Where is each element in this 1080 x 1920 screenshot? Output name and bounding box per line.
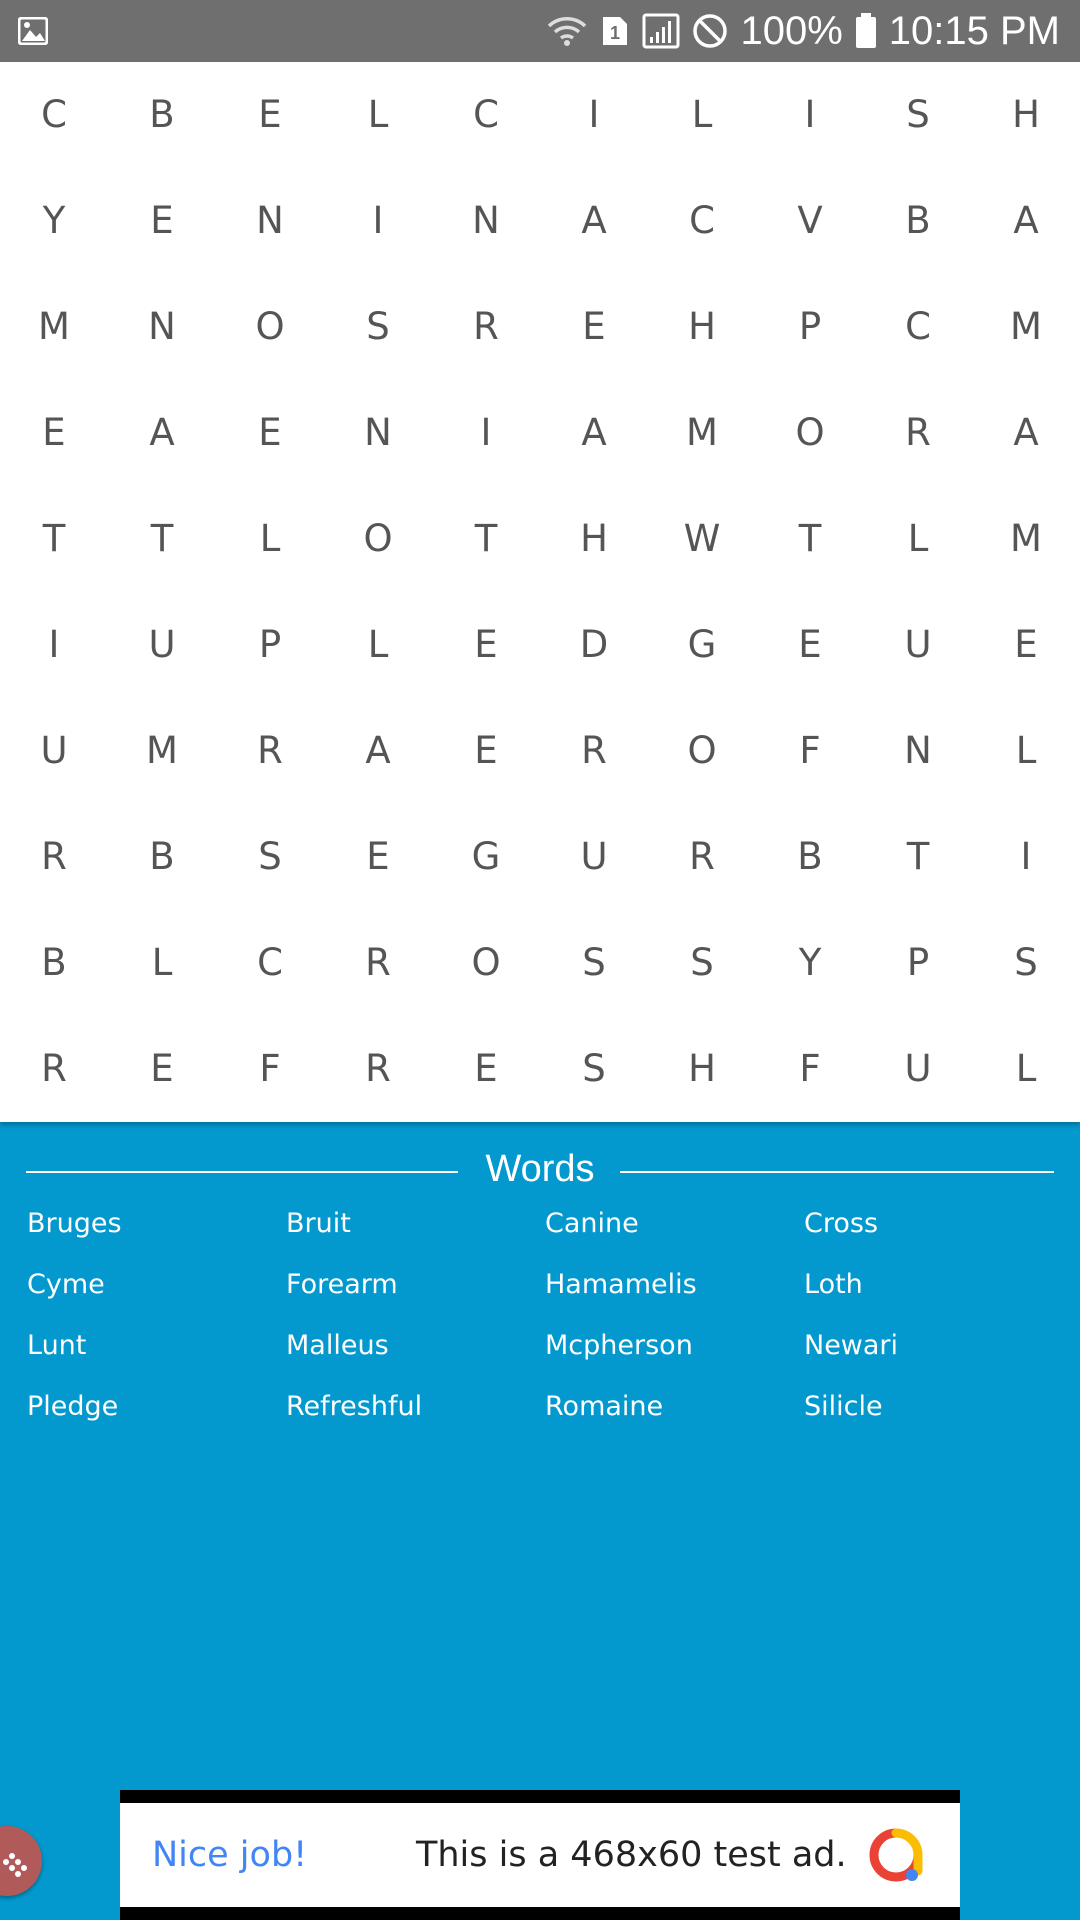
grid-letter[interactable]: E <box>474 623 498 666</box>
grid-letter[interactable]: E <box>150 1047 174 1090</box>
word-list-item: Mcpherson <box>545 1330 693 1361</box>
grid-letter[interactable]: E <box>366 835 390 878</box>
grid-letter[interactable]: I <box>48 623 60 666</box>
grid-letter[interactable]: O <box>687 729 717 772</box>
grid-letter[interactable]: M <box>38 305 70 348</box>
ad-banner[interactable] <box>120 1790 960 1920</box>
word-list-item: Hamamelis <box>545 1269 697 1300</box>
do-not-disturb-icon <box>692 13 728 49</box>
grid-letter[interactable]: E <box>582 305 606 348</box>
grid-row <box>0 592 1080 698</box>
grid-letter[interactable]: T <box>150 517 174 560</box>
ad-content[interactable] <box>120 1803 960 1907</box>
grid-letter[interactable]: A <box>1013 411 1039 454</box>
grid-letter[interactable]: E <box>474 729 498 772</box>
grid-letter[interactable]: N <box>472 199 500 242</box>
clock: 10:15 PM <box>888 8 1060 53</box>
grid-letter[interactable]: I <box>480 411 492 454</box>
grid-letter[interactable]: E <box>474 1047 498 1090</box>
signal-icon <box>642 13 680 49</box>
grid-letter[interactable]: I <box>372 199 384 242</box>
words-panel <box>0 1122 1080 1790</box>
grid-row <box>0 698 1080 804</box>
grid-letter[interactable]: M <box>686 411 718 454</box>
grid-letter[interactable]: R <box>41 835 67 878</box>
image-icon <box>18 17 48 45</box>
floating-menu-button[interactable] <box>0 1826 42 1896</box>
grid-letter[interactable]: B <box>41 941 67 984</box>
grid-letter[interactable]: S <box>906 93 930 136</box>
grid-letter[interactable]: G <box>471 835 501 878</box>
grid-letter[interactable]: C <box>41 93 67 136</box>
word-list-item: Silicle <box>804 1391 883 1422</box>
grid-letter[interactable]: H <box>1012 93 1040 136</box>
grid-letter[interactable]: S <box>258 835 282 878</box>
grid-letter[interactable]: L <box>1015 729 1037 772</box>
sim-slot-label: 1 <box>610 23 621 43</box>
grid-letter[interactable]: N <box>148 305 176 348</box>
word-list-item: Malleus <box>286 1330 389 1361</box>
word-list-item: Bruit <box>286 1208 351 1239</box>
grid-letter[interactable]: S <box>582 941 606 984</box>
grid-letter[interactable]: A <box>149 411 175 454</box>
grid-letter[interactable]: S <box>690 941 714 984</box>
grid-letter[interactable]: P <box>258 623 282 666</box>
word-list-item: Lunt <box>27 1330 87 1361</box>
grid-letter[interactable]: Y <box>42 199 66 242</box>
battery-icon <box>855 13 877 49</box>
word-list-item: Forearm <box>286 1269 398 1300</box>
word-list-item: Cross <box>804 1208 879 1239</box>
grid-letter[interactable]: A <box>581 199 607 242</box>
grid-letter[interactable]: N <box>256 199 284 242</box>
grid-letter[interactable]: U <box>904 623 932 666</box>
word-list-item: Bruges <box>27 1208 122 1239</box>
grid-letter[interactable]: L <box>1015 1047 1037 1090</box>
grid-letter[interactable]: U <box>904 1047 932 1090</box>
grid-row <box>0 274 1080 380</box>
grid-letter[interactable]: N <box>364 411 392 454</box>
words-header <box>26 1144 1054 1194</box>
grid-letter[interactable]: H <box>580 517 608 560</box>
word-list-item: Pledge <box>27 1391 119 1422</box>
grid-letter[interactable]: U <box>148 623 176 666</box>
grid-letter[interactable]: P <box>906 941 930 984</box>
grid-letter[interactable]: E <box>258 93 282 136</box>
grid-letter[interactable]: L <box>691 93 713 136</box>
grid-letter[interactable]: M <box>146 729 178 772</box>
word-list-item: Canine <box>545 1208 639 1239</box>
dots-icon <box>0 1826 42 1896</box>
grid-letter[interactable]: L <box>151 941 173 984</box>
grid-letter[interactable]: E <box>258 411 282 454</box>
word-list-item: Refreshful <box>286 1391 423 1422</box>
grid-letter[interactable]: F <box>799 1047 821 1090</box>
ad-text[interactable]: This is a 468x60 test ad. <box>416 1835 847 1875</box>
grid-letter[interactable]: G <box>687 623 717 666</box>
grid-letter[interactable]: A <box>365 729 391 772</box>
grid-letter[interactable]: D <box>579 623 609 666</box>
grid-letter[interactable]: O <box>363 517 393 560</box>
grid-letter[interactable]: R <box>365 941 391 984</box>
grid-letter[interactable]: B <box>149 835 175 878</box>
grid-letter[interactable]: R <box>365 1047 391 1090</box>
grid-letter[interactable]: A <box>1013 199 1039 242</box>
grid-letter[interactable]: O <box>255 305 285 348</box>
grid-row <box>0 1016 1080 1122</box>
grid-letter[interactable]: M <box>1010 305 1042 348</box>
status-bar <box>0 0 1080 62</box>
grid-letter[interactable]: S <box>366 305 390 348</box>
grid-letter[interactable]: E <box>1014 623 1038 666</box>
grid-letter[interactable]: R <box>905 411 931 454</box>
grid-letter[interactable]: C <box>905 305 931 348</box>
grid-letter[interactable]: T <box>474 517 498 560</box>
grid-letter[interactable]: C <box>473 93 499 136</box>
grid-letter[interactable]: R <box>473 305 499 348</box>
grid-letter[interactable]: W <box>683 517 721 560</box>
grid-letter[interactable]: H <box>688 305 716 348</box>
grid-letter[interactable]: F <box>799 729 821 772</box>
word-list-item: Romaine <box>545 1391 664 1422</box>
grid-letter[interactable]: A <box>581 411 607 454</box>
grid-letter[interactable]: T <box>906 835 930 878</box>
grid-letter[interactable]: F <box>259 1047 281 1090</box>
ad-cta-text[interactable]: Nice job! <box>152 1835 308 1875</box>
grid-letter[interactable]: R <box>257 729 283 772</box>
grid-letter[interactable]: C <box>257 941 283 984</box>
status-indicators <box>546 0 1060 62</box>
grid-letter[interactable]: E <box>42 411 66 454</box>
word-list-item: Newari <box>804 1330 899 1361</box>
grid-row <box>0 168 1080 274</box>
grid-letter[interactable]: S <box>582 1047 606 1090</box>
grid-letter[interactable]: H <box>688 1047 716 1090</box>
grid-letter[interactable]: I <box>588 93 600 136</box>
grid-letter[interactable]: L <box>259 517 281 560</box>
grid-letter[interactable]: B <box>905 199 931 242</box>
sim-icon <box>600 14 630 48</box>
grid-letter[interactable]: L <box>367 93 389 136</box>
grid-letter[interactable]: M <box>1010 517 1042 560</box>
grid-row <box>0 62 1080 168</box>
grid-row <box>0 380 1080 486</box>
grid-letter[interactable]: E <box>798 623 822 666</box>
grid-row <box>0 804 1080 910</box>
header-divider-right <box>620 1171 1054 1173</box>
grid-letter[interactable]: T <box>42 517 66 560</box>
grid-letter[interactable]: T <box>798 517 822 560</box>
grid-letter[interactable]: B <box>149 93 175 136</box>
grid-row <box>0 910 1080 1016</box>
grid-letter[interactable]: R <box>41 1047 67 1090</box>
grid-letter[interactable]: R <box>689 835 715 878</box>
grid-letter[interactable]: V <box>797 199 823 242</box>
grid-letter[interactable]: B <box>797 835 823 878</box>
grid-letter[interactable]: L <box>367 623 389 666</box>
grid-letter[interactable]: O <box>795 411 825 454</box>
grid-letter[interactable]: I <box>804 93 816 136</box>
grid-letter[interactable]: S <box>1014 941 1038 984</box>
ad-logo-icon <box>868 1827 924 1883</box>
grid-row <box>0 486 1080 592</box>
grid-letter[interactable]: U <box>40 729 68 772</box>
word-list-item: Loth <box>804 1269 863 1300</box>
grid-letter[interactable]: L <box>907 517 929 560</box>
grid-letter[interactable]: Y <box>798 941 822 984</box>
grid-letter[interactable]: O <box>471 941 501 984</box>
wifi-icon <box>546 14 588 48</box>
grid-letter[interactable]: P <box>798 305 822 348</box>
battery-percent: 100% <box>740 8 843 53</box>
grid-letter[interactable]: N <box>904 729 932 772</box>
grid-letter[interactable]: C <box>689 199 715 242</box>
word-list-item: Cyme <box>27 1269 105 1300</box>
grid-letter[interactable]: U <box>580 835 608 878</box>
grid-letter[interactable]: I <box>1020 835 1032 878</box>
word-search-grid[interactable] <box>0 62 1080 1122</box>
grid-letter[interactable]: E <box>150 199 174 242</box>
words-title: Words <box>485 1148 595 1190</box>
grid-letter[interactable]: R <box>581 729 607 772</box>
